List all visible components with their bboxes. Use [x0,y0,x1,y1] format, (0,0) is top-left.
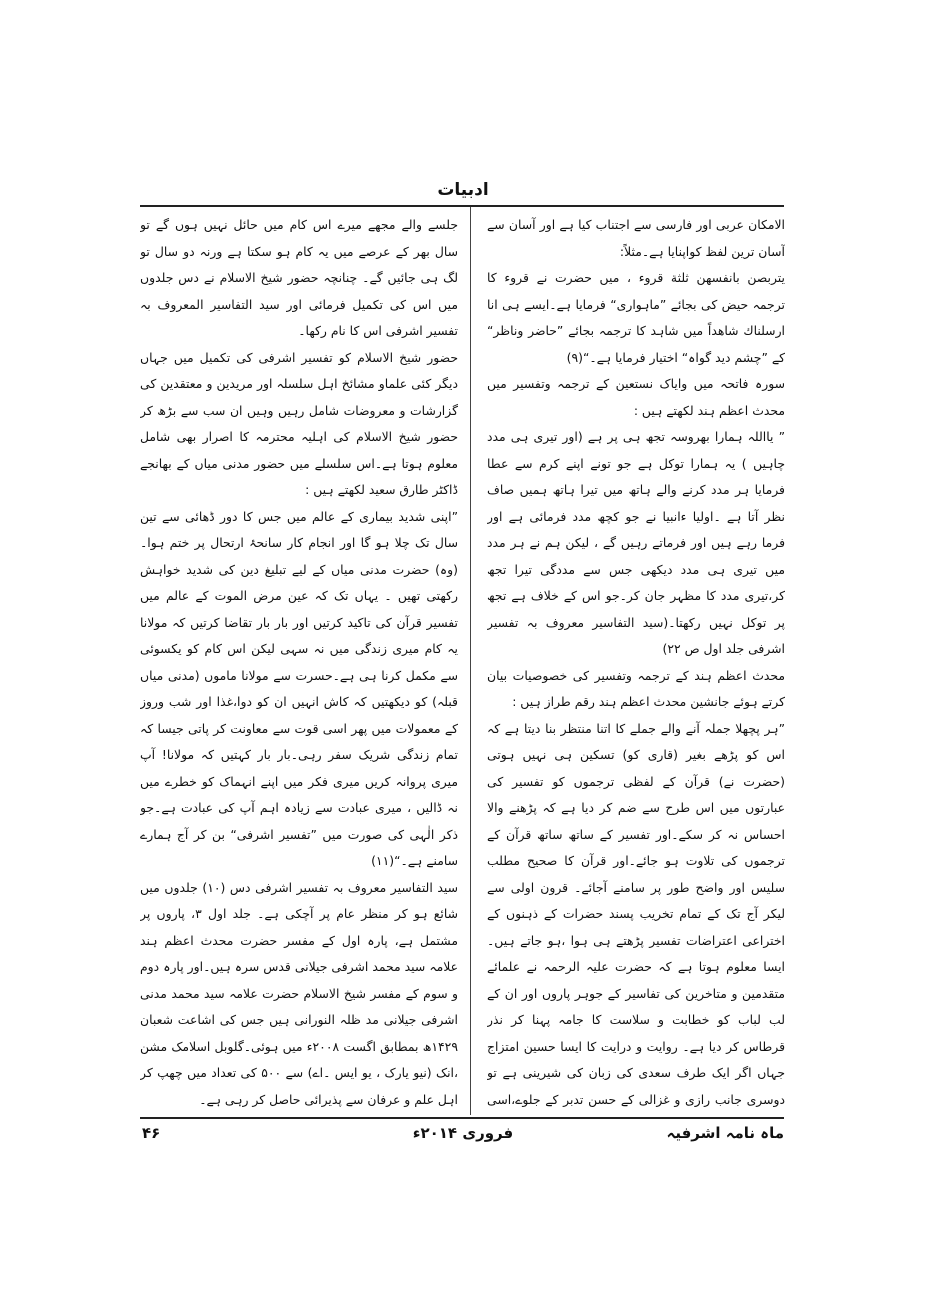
header-rule [140,205,784,207]
footer-rule [140,1117,784,1119]
issue-date: فروری ۲۰۱۴ء [412,1124,514,1142]
column-divider [470,207,471,1115]
paragraph: یتربصن بانفسهن ثلثة قروء ، میں حضرت نے قروء کا ترجمہ حیض کی بجائے ”ماہواری“ فرمایا ہے۔ایسے ہی انا ارسلناك شاهداً میں شاہد کا ترجمہ بجائے ”حاضر وناظر“ کے ”چشم دید گواہ“ اختیار فرمایا ہے۔“(۹) [487,270,785,365]
paragraph: حضور شیخ الاسلام کو تفسیر اشرفی کی تکمیل میں جہاں دیگر کئی علماو مشائخ اہل سلسلہ اور مریدین و معتقدین کی گزارشات و معروضات شامل رہیں وہیں ان سب سے بڑھ کر حضور شیخ الاسلام کی اہلیہ محترمہ کا اصرار بھی شامل معلوم ہوتا ہے۔اس سلسلے میں حضور مدنی میاں کے بھانجے ڈاکٹر طارق سعید لکھتے ہیں : [140,349,458,497]
journal-name: ماہ نامہ اشرفیہ [666,1124,784,1142]
page-number: ۴۶ [142,1124,161,1142]
paragraph: الامکان عربی اور فارسی سے اجتناب کیا ہے اور آسان سے آسان ترین لفظ کواپنایا ہے۔مثلاً: [487,217,785,259]
right-text-column [487,212,785,1112]
paragraph: ”ہر پچھلا جملہ آنے والے جملے کا اتنا منتظر بنا دیتا ہے کہ اس کو پڑھے بغیر (قاری کو) تسکین ہی نہیں ہوتی (حضرت نے) قرآن کے لفظی ترجموں کو تفسیر کی عبارتوں میں اس طرح سے ضم کر دیا ہے کہ پڑھنے والا احساس نہ کر سکے۔اور تفسیر کے ساتھ ساتھ قرآن کے ترجموں کی تلاوت ہو جائے۔اور قرآن کا صحیح مطلب سلیس اور واضح طور پر سامنے آجائے۔ قرون اولی سے لیکر آج تک کے تمام تخریب پسند حضرات کے ذہنوں کے اختراعی اعتراضات تفسیر پڑھتے ہی ہوا ،ہو جاتے ہیں۔ایسا معلوم ہوتا ہے کہ حضرت علیہ الرحمہ نے علمائے متقدمین و متاخرین کی تفاسیر کے جوہر پاروں اور ان کے لب لباب کو خطابت و سلاست کا جامہ پہنا کر نذر قرطاس کر دیا ہے۔ روایت و درایت کا ایسا حسین امتزاج جہاں اگر ایک طرف سعدی کی زبان کی شیرینی ہے تو دوسری جانب رازی و غزالی کے حسن تدبر کے جلوے،اسی [487,720,785,1107]
section-title: ادبیات [437,180,489,200]
paragraph: محدث اعظم ہند کے ترجمہ وتفسیر کی خصوصیات بیان کرتے ہوئے جانشین محدث اعظم ہند رقم طراز ہیں : [487,667,785,709]
left-text-column [140,212,458,1112]
paragraph: جلسے والے مجھے میرے اس کام میں حائل نہیں ہوں گے تو سال بھر کے عرصے میں یہ کام ہو سکتا ہے ورنہ دو سال تو لگ ہی جائیں گے۔ چنانچہ حضور شیخ الاسلام نے دس جلدوں میں اس کی تکمیل فرمائی اور سید التفاسیر المعروف بہ تفسیر اشرفی اس کا نام رکھا۔ [140,217,458,338]
paragraph: ” یااللہ ہمارا بھروسہ تجھ ہی پر ہے (اور تیری ہی مدد چاہیں ) یہ ہمارا توکل ہے جو تونے اپنے کرم سے عطا فرمایا ہر مدد کرنے والے ہاتھ میں تیرا ہاتھ ہمیں صاف نظر آتا ہے ۔اولیا ءانبیا نے جو کچھ مدد فرمائی ہے اور فرما رہے ہیں اور فرماتے رہیں گے ، لیکن ہم نے ہر مدد میں تیری ہی مدد دیکھی جس سے مددگی تیرا تجھ کر،تیری مدد کا مظہر جان کر۔جو اس کے خلاف ہے تجھ پر توکل نہیں رکھتا۔(سید التفاسیر معروف بہ تفسیر اشرفی جلد اول ص ۲۲) [487,429,785,656]
paragraph: سید التفاسیر معروف بہ تفسیر اشرفی دس (۱۰) جلدوں میں شائع ہو کر منظر عام پر آچکی ہے۔ جلد اول ۳، پاروں پر مشتمل ہے، پارہ اول کے مفسر حضرت محدث اعظم ہند علامہ سید محمد اشرفی جیلانی قدس سرہ ہیں۔اور پارہ دوم و سوم کے مفسر شیخ الاسلام حضرت علامہ سید محمد مدنی اشرفی جیلانی مد ظلہ النورانی ہیں جس کی اشاعت شعبان ۱۴۲۹ھ بمطابق اگست ۲۰۰۸ء میں ہوئی۔گلوبل اسلامک مشن ،انک (نیو یارک ، یو ایس ۔اے) سے ۵۰۰ کی تعداد میں چھپ کر اہل علم و عرفان سے پذیرائی حاصل کر رہی ہے۔ [140,879,458,1107]
paragraph: ”اپنی شدید بیماری کے عالم میں جس کا دور ڈھائی سے تین سال تک چلا ہو گا اور انجام کار سانحۂ ارتحال پر ختم ہوا۔(وہ) حضرت مدنی میاں کے لیے تبلیغ دین کی شدید خواہش رکھتی تھیں ۔ یہاں تک کہ عین مرض الموت کے عالم میں تفسیر قرآن کی تاکید کرتیں اور بار بار تقاضا کرتیں کہ مولانا یہ کام میری زندگی میں نہ سہی لیکن اس کام کو یکسوئی سے مکمل کرنا ہی ہے۔حسرت سے مولانا ماموں (مدنی میاں قبلہ) کو دیکھتیں کہ کاش انہیں ان کو دوا،غذا اور شب وروز کے معمولات میں پھر اسی قوت سے معاونت کر پاتی جیسا کہ تمام زندگی شریک سفر رہی۔بار بار کہتیں کہ مولانا! آپ میری پروانہ کریں میری فکر میں اپنے انہماک کو خطرے میں نہ ڈالیں ، میری عبادت سے زیادہ اہم آپ کی عبادت ہے۔جو ذکر الٰہی کی صورت میں ”تفسیر اشرفی“ بن کر آج ہمارے سامنے ہے۔“(۱۱) [140,508,458,868]
paragraph: سورہ فاتحہ میں وایاک نستعین کے ترجمہ وتفسیر میں محدث اعظم ہند لکھتے ہیں : [487,376,785,418]
